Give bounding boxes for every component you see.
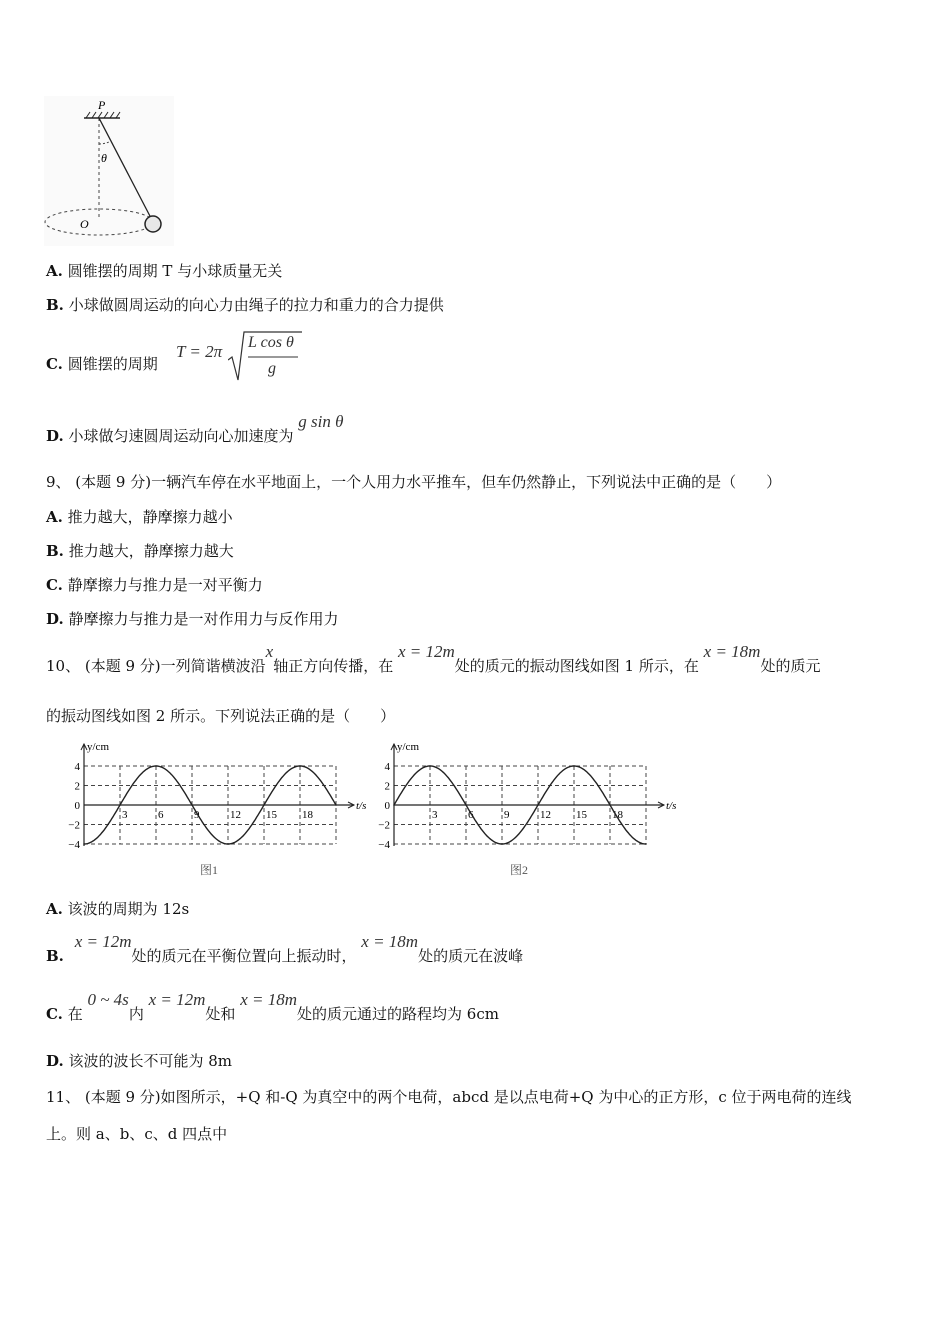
- option-text: 内: [128, 1005, 144, 1023]
- q10-option-b: [46, 932, 524, 966]
- y-tick-label: −4: [378, 839, 390, 851]
- option-text: 圆锥摆的周期 T 与小球质量无关: [67, 262, 283, 280]
- q11-stem-line1: [46, 1086, 852, 1107]
- x-axis-label: t/s: [356, 800, 367, 812]
- data-point: [263, 804, 265, 806]
- option-letter: B.: [46, 947, 64, 965]
- y-tick-label: −4: [68, 839, 80, 851]
- y-tick-label: −2: [378, 819, 390, 832]
- x-tick-label: 12: [540, 809, 551, 821]
- x-tick-label: 3: [432, 809, 438, 821]
- x-tick-label: 9: [194, 809, 200, 821]
- q8-c-formula: [176, 330, 306, 382]
- option-text: 处和: [205, 1005, 236, 1023]
- x-tick-label: 9: [504, 809, 510, 821]
- math-x18: x = 18m: [703, 642, 761, 661]
- q9-stem: [46, 471, 781, 492]
- vibration-graph-2: [370, 736, 690, 881]
- math-x18: x = 18m: [361, 932, 419, 951]
- q8-option-b: [46, 294, 444, 315]
- q10-stem-line1: [46, 642, 821, 676]
- x-axis-label: t/s: [666, 800, 677, 812]
- data-point: [645, 843, 647, 845]
- option-letter: A.: [46, 900, 63, 918]
- option-text: 该波的周期为 12s: [67, 900, 190, 918]
- math-x12: x = 12m: [74, 932, 132, 951]
- option-text: 静摩擦力与推力是一对平衡力: [67, 576, 263, 594]
- label-theta: θ: [101, 151, 107, 165]
- formula-lhs: T = 2π: [176, 342, 223, 361]
- option-text: 在: [67, 1005, 83, 1023]
- option-text: 处的质元在波峰: [418, 947, 524, 965]
- q8-option-a: [46, 260, 282, 281]
- data-point: [573, 765, 575, 767]
- data-point: [429, 765, 431, 767]
- data-point: [155, 765, 157, 767]
- option-letter: C.: [46, 1005, 63, 1023]
- data-point: [465, 804, 467, 806]
- stem-text: 处的质元的振动图线如图 1 所示，在: [454, 657, 699, 675]
- math-x18: x = 18m: [240, 990, 297, 1009]
- question-stem: 11、 (本题 9 分)如图所示，+Q 和-Q 为真空中的两个电荷，abcd 是以点电荷+Q 为中心的正方形，c 位于两电荷的连线: [46, 1088, 852, 1106]
- chart-caption: 图1: [200, 863, 219, 877]
- chart-caption: 图2: [510, 863, 529, 877]
- x-tick-label: 6: [158, 809, 164, 821]
- option-text: 静摩擦力与推力是一对作用力与反作用力: [68, 610, 339, 628]
- data-point: [501, 843, 503, 845]
- label-o: O: [80, 217, 89, 231]
- q11-stem-line2: [46, 1123, 227, 1144]
- data-point: [609, 804, 611, 806]
- option-text: 小球做圆周运动的向心力由绳子的拉力和重力的合力提供: [68, 296, 444, 314]
- data-point: [191, 804, 193, 806]
- data-point: [537, 804, 539, 806]
- option-letter: D.: [46, 427, 64, 445]
- q9-option-a: [46, 506, 233, 527]
- x-tick-label: 18: [302, 809, 313, 821]
- option-letter: A.: [46, 508, 63, 526]
- y-tick-label: 2: [384, 780, 390, 793]
- conical-pendulum-figure: [44, 96, 174, 246]
- math-range: 0 ~ 4s: [87, 990, 129, 1009]
- question-stem: 上。则 a、b、c、d 四点中: [46, 1125, 228, 1143]
- x-tick-label: 6: [468, 809, 474, 821]
- question-stem: 9、 (本题 9 分)一辆汽车停在水平地面上，一个人用力水平推车，但车仍然静止，下列说法中正确的是（ ）: [46, 473, 782, 491]
- option-text: 推力越大，静摩擦力越大: [68, 542, 234, 560]
- label-p: P: [98, 98, 106, 112]
- x-tick-label: 12: [230, 809, 241, 821]
- y-tick-label: −2: [68, 819, 80, 832]
- x-tick-label: 15: [576, 809, 587, 821]
- option-letter: B.: [46, 296, 64, 314]
- ball: [145, 216, 161, 232]
- option-letter: B.: [46, 542, 64, 560]
- q9-option-c: [46, 574, 263, 595]
- option-text: 推力越大，静摩擦力越小: [67, 508, 233, 526]
- stem-text: 10、 (本题 9 分)一列简谐横波沿: [46, 657, 266, 675]
- stem-text: 轴正方向传播，在: [273, 657, 394, 675]
- x-tick-label: 18: [612, 809, 623, 821]
- option-letter: C.: [46, 355, 63, 373]
- q10-option-d: [46, 1050, 232, 1071]
- data-point: [335, 804, 337, 806]
- q8-option-d: [46, 412, 344, 446]
- math-x: x: [265, 642, 274, 661]
- math-x12: x = 12m: [397, 642, 455, 661]
- option-text: 小球做匀速圆周运动向心加速度为: [68, 427, 294, 445]
- formula: g sin θ: [298, 412, 344, 431]
- option-text: 处的质元在平衡位置向上振动时，: [131, 947, 357, 965]
- y-axis-label: y/cm: [87, 741, 109, 753]
- y-tick-label: 2: [74, 780, 80, 793]
- vibration-graph-1: [60, 736, 380, 881]
- stem-text: 处的质元: [760, 657, 821, 675]
- formula-numerator: L cos θ: [248, 334, 294, 351]
- q9-option-d: [46, 608, 339, 629]
- stem-text: 的振动图线如图 2 所示。下列说法正确的是（ ）: [46, 707, 396, 725]
- q10-stem-line2: [46, 705, 395, 726]
- data-point: [119, 804, 121, 806]
- x-tick-label: 15: [266, 809, 277, 821]
- q10-option-a: [46, 898, 189, 919]
- q9-option-b: [46, 540, 234, 561]
- q10-option-c: [46, 990, 499, 1024]
- y-tick-label: 0: [74, 800, 80, 812]
- math-x12: x = 12m: [148, 990, 206, 1009]
- y-tick-label: 4: [384, 761, 390, 773]
- formula-denominator: g: [268, 360, 276, 377]
- y-tick-label: 4: [74, 761, 80, 773]
- option-letter: D.: [46, 610, 64, 628]
- option-letter: A.: [46, 262, 63, 280]
- data-point: [83, 843, 85, 845]
- y-axis-label: y/cm: [397, 741, 419, 753]
- option-letter: D.: [46, 1052, 64, 1070]
- option-text: 圆锥摆的周期: [67, 355, 158, 373]
- x-tick-label: 3: [122, 809, 128, 821]
- data-point: [393, 804, 395, 806]
- q8-option-c: [46, 353, 158, 374]
- y-tick-label: 0: [384, 800, 390, 812]
- option-text: 处的质元通过的路程均为 6cm: [297, 1005, 499, 1023]
- data-point: [227, 843, 229, 845]
- data-point: [299, 765, 301, 767]
- option-text: 该波的波长不可能为 8m: [68, 1052, 233, 1070]
- option-letter: C.: [46, 576, 63, 594]
